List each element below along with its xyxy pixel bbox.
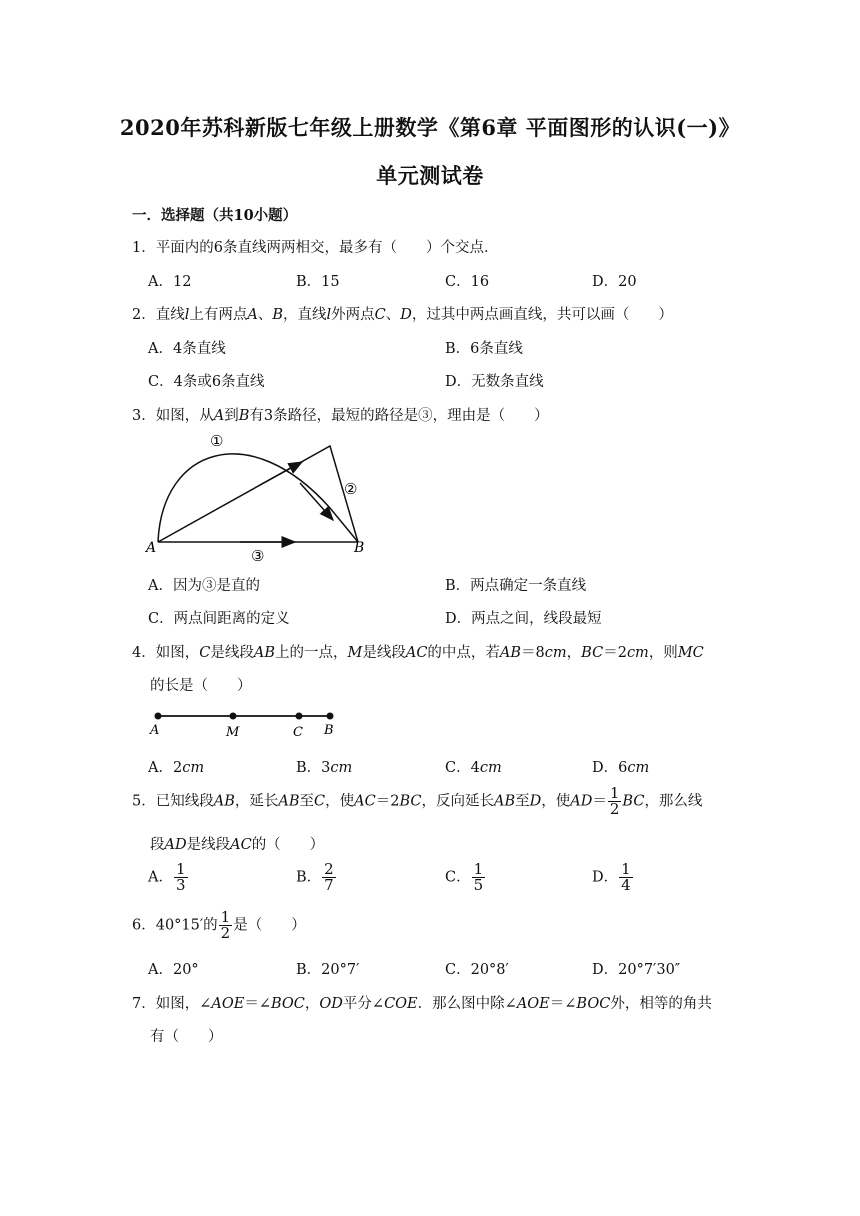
path-2-arrow: [260, 462, 302, 485]
path-label-3: ③: [251, 547, 265, 565]
q1-option-c: C．16: [445, 274, 490, 290]
point-c: [296, 713, 303, 720]
q3-option-d: D．两点之间，线段最短: [445, 611, 602, 627]
point-label-a: A: [146, 540, 157, 556]
document-title-line2: 单元测试卷: [376, 163, 484, 188]
point-b: [327, 713, 334, 720]
question-5-stem-line2: 段AD是线段AC的（ ）: [150, 837, 325, 853]
q3-option-a: A．因为③是直的: [148, 578, 260, 594]
q3-option-b: B．两点确定一条直线: [445, 578, 587, 594]
fraction-one-half: $\frac{1}{2}$: [609, 784, 620, 818]
path-1-curve: [158, 454, 358, 542]
q6-option-c: C．20°8′: [445, 962, 509, 978]
point-m: [230, 713, 237, 720]
q2-option-a: A．4条直线: [148, 341, 226, 357]
q1-option-d: D．20: [592, 274, 637, 290]
path-label-1: ①: [210, 432, 224, 450]
document-title-line1: 2020年苏科新版七年级上册数学《第6章 平面图形的认识(一)》: [119, 115, 741, 140]
point-label-b: B: [354, 540, 365, 556]
q1-option-a: A．12: [148, 274, 192, 290]
question-7-stem-line1: 7．如图，∠AOE＝∠BOC，OD平分∠COE．那么图中除∠AOE＝∠BOC外，相等的角共: [132, 996, 712, 1012]
q5-option-d: D． $\frac{1}{4}$: [592, 860, 631, 894]
point-label-b: B: [324, 723, 334, 738]
q4-option-a: A．2cm: [148, 760, 205, 776]
q6-option-d: D．20°7′30″: [592, 962, 681, 978]
path-1-arrow: [300, 483, 333, 520]
question-3-stem: 3．如图，从A到B有3条路径，最短的路径是③，理由是（ ）: [132, 408, 549, 424]
q5-option-c: C． $\frac{1}{5}$: [445, 860, 484, 894]
point-label-c: C: [293, 725, 303, 740]
q5-option-a: A． $\frac{1}{3}$: [148, 860, 186, 894]
question-7-stem-line2: 有（ ）: [150, 1029, 223, 1045]
question-5-stem-line1: 5．已知线段AB，延长AB至C，使AC＝2BC，反向延长AB至D，使AD＝ $\frac{1}{2}$ BC，那么线: [132, 784, 703, 818]
q2-option-d: D．无数条直线: [445, 374, 544, 390]
question-1-stem: 1．平面内的6条直线两两相交，最多有（ ）个交点．: [132, 240, 499, 256]
q6-option-a: A．20°: [148, 962, 199, 978]
q4-option-c: C．4cm: [445, 760, 502, 776]
question-4-stem-line2: 的长是（ ）: [150, 678, 252, 694]
q1-option-b: B．15: [296, 274, 340, 290]
point-a: [155, 713, 162, 720]
section-heading: 一．选择题（共10小题）: [132, 207, 298, 224]
path-2-broken-line: [158, 446, 358, 542]
q2-option-b: B．6条直线: [445, 341, 523, 357]
q3-option-c: C．两点间距离的定义: [148, 611, 290, 627]
path-label-2: ②: [344, 480, 358, 498]
fraction-one-half: $\frac{1}{2}$: [220, 908, 231, 942]
q4-option-b: B．3cm: [296, 760, 353, 776]
question-4-stem-line1: 4．如图，C是线段AB上的一点，M是线段AC的中点，若AB＝8cm，BC＝2cm，则MC: [132, 645, 704, 661]
q2-option-c: C．4条或6条直线: [148, 374, 265, 390]
q4-segment-figure: [146, 706, 346, 742]
q5-option-b: B． $\frac{2}{7}$: [296, 860, 334, 894]
q3-path-figure: [140, 428, 380, 568]
question-6-stem: 6．40°15′的 $\frac{1}{2}$ 是（ ）: [132, 908, 306, 942]
point-label-a: A: [150, 723, 160, 738]
point-label-m: M: [226, 725, 240, 740]
question-2-stem: 2．直线l上有两点A、B，直线l外两点C、D，过其中两点画直线，共可以画（ ）: [132, 307, 673, 323]
q6-option-b: B．20°7′: [296, 962, 360, 978]
q4-option-d: D．6cm: [592, 760, 650, 776]
